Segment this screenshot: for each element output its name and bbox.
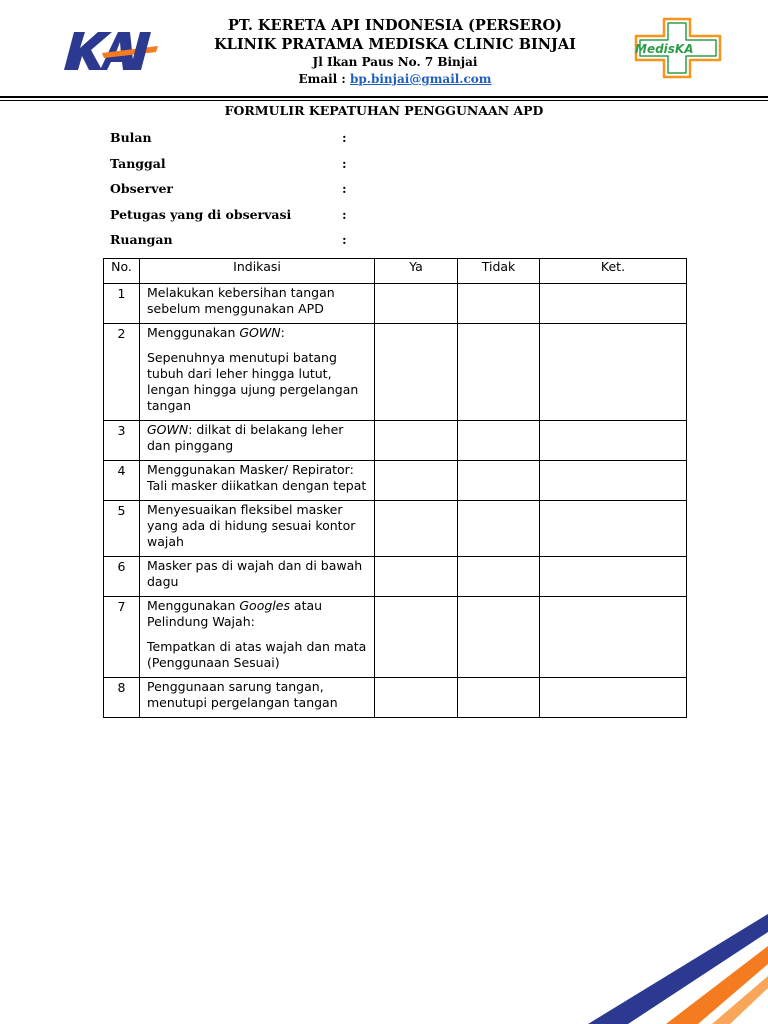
indikasi-cell [140,461,375,501]
clinic-address: Jl Ikan Paus No. 7 Binjai [312,55,478,69]
field-label: Bulan [110,130,152,145]
col-header-tidak: Tidak [458,259,540,284]
indikasi-segment: Melakukan kebersihan tangan sebelum menggunakan APD [147,285,335,316]
tidak-cell[interactable] [458,324,540,421]
ket-cell[interactable] [540,421,687,461]
tidak-cell[interactable] [458,597,540,678]
ya-cell[interactable] [375,501,458,557]
indikasi-text [147,639,368,671]
ket-cell[interactable] [540,597,687,678]
indikasi-segment: Menyesuaikan fleksibel masker yang ada di hidung sesuai kontor wajah [147,502,356,549]
indikasi-cell [140,324,375,421]
field-label: Petugas yang di observasi [110,206,292,222]
row-number: 2 [104,324,140,421]
field-label: Observer [110,181,174,196]
ya-cell[interactable] [375,557,458,597]
ket-cell[interactable] [540,284,687,324]
indikasi-segment: Sepenuhnya menutupi batang tubuh dari leher hingga lutut, lengan hingga ujung pergelangan tangan [147,350,359,413]
row-number: 3 [104,421,140,461]
table-header-row [104,259,687,284]
indikasi-segment: Menggunakan Masker/ Repirator: Tali masker diikatkan dengan tepat [147,462,367,493]
indikasi-segment: Menggunakan [147,598,240,613]
corner-decoration [588,914,768,1024]
indikasi-text [147,598,368,630]
table-row [104,678,687,718]
letterhead [160,16,630,88]
table-row [104,284,687,324]
indikasi-text [147,462,368,494]
clinic-email-line [160,71,630,88]
field-colon[interactable]: : [342,130,347,145]
row-number: 5 [104,501,140,557]
tidak-cell[interactable] [458,461,540,501]
field-colon[interactable]: : [342,232,347,247]
indikasi-cell [140,501,375,557]
row-number: 6 [104,557,140,597]
ya-cell[interactable] [375,421,458,461]
indikasi-segment: : dilkat di belakang leher dan pinggang [147,422,344,453]
indikasi-text [147,350,368,414]
field-colon[interactable]: : [342,155,347,171]
indikasi-cell [140,284,375,324]
table-row [104,597,687,678]
indikasi-text [147,285,368,317]
header-rule [0,96,768,98]
email-label: Email : [298,72,351,86]
kai-logo-icon [58,26,160,74]
tidak-cell[interactable] [458,557,540,597]
medical-cross-icon [632,16,724,80]
apd-checklist-table [103,258,687,718]
indikasi-cell [140,421,375,461]
indikasi-text [147,502,368,550]
row-number: 7 [104,597,140,678]
indikasi-segment: Tempatkan di atas wajah dan mata (Penggunaan Sesuai) [147,639,367,670]
field-label: Ruangan [110,232,173,247]
mediska-logo-text: MedisKA [635,42,694,56]
indikasi-segment: atau Pelindung Wajah: [147,598,323,629]
ket-cell[interactable] [540,501,687,557]
indikasi-text [147,679,368,711]
ya-cell[interactable] [375,597,458,678]
tidak-cell[interactable] [458,501,540,557]
header-rule-thin [0,100,768,101]
tidak-cell[interactable] [458,284,540,324]
indikasi-cell [140,678,375,718]
corner-stripes-icon [588,914,768,1024]
indikasi-emphasis: Googles [239,598,290,613]
field-colon[interactable]: : [342,206,347,222]
ya-cell[interactable] [375,678,458,718]
tidak-cell[interactable] [458,421,540,461]
ket-cell[interactable] [540,557,687,597]
indikasi-segment: Masker pas di wajah dan di bawah dagu [147,558,363,589]
mediska-logo [632,16,724,80]
kai-logo [58,26,160,74]
field-label: Tanggal [110,155,166,171]
table-row [104,324,687,421]
field-colon[interactable]: : [342,181,347,196]
row-number: 4 [104,461,140,501]
col-header-indikasi: Indikasi [140,259,375,284]
indikasi-emphasis: GOWN [147,422,189,437]
indikasi-segment: : [280,325,285,340]
row-number: 8 [104,678,140,718]
indikasi-text [147,422,368,454]
indikasi-emphasis: GOWN [239,325,281,340]
indikasi-cell [140,597,375,678]
table-row [104,421,687,461]
indikasi-cell [140,557,375,597]
table-body [104,284,687,718]
col-header-no: No. [104,259,140,284]
tidak-cell[interactable] [458,678,540,718]
ket-cell[interactable] [540,678,687,718]
indikasi-text [147,558,368,590]
form-title: FORMULIR KEPATUHAN PENGGUNAAN APD [224,103,544,118]
ya-cell[interactable] [375,284,458,324]
table-row [104,501,687,557]
table-row [104,557,687,597]
indikasi-text [147,325,368,341]
ya-cell[interactable] [375,324,458,421]
email-link[interactable]: bp.binjai@gmail.com [350,72,492,86]
company-name: PT. KERETA API INDONESIA (PERSERO) [228,17,562,34]
table-row [104,461,687,501]
indikasi-segment: Menggunakan [147,325,240,340]
col-header-ket: Ket. [540,259,687,284]
ket-cell[interactable] [540,324,687,421]
indikasi-segment: Penggunaan sarung tangan, menutupi pergelangan tangan [147,679,338,710]
ya-cell[interactable] [375,461,458,501]
ket-cell[interactable] [540,461,687,501]
clinic-name: KLINIK PRATAMA MEDISKA CLINIC BINJAI [214,36,576,53]
row-number: 1 [104,284,140,324]
col-header-ya: Ya [375,259,458,284]
